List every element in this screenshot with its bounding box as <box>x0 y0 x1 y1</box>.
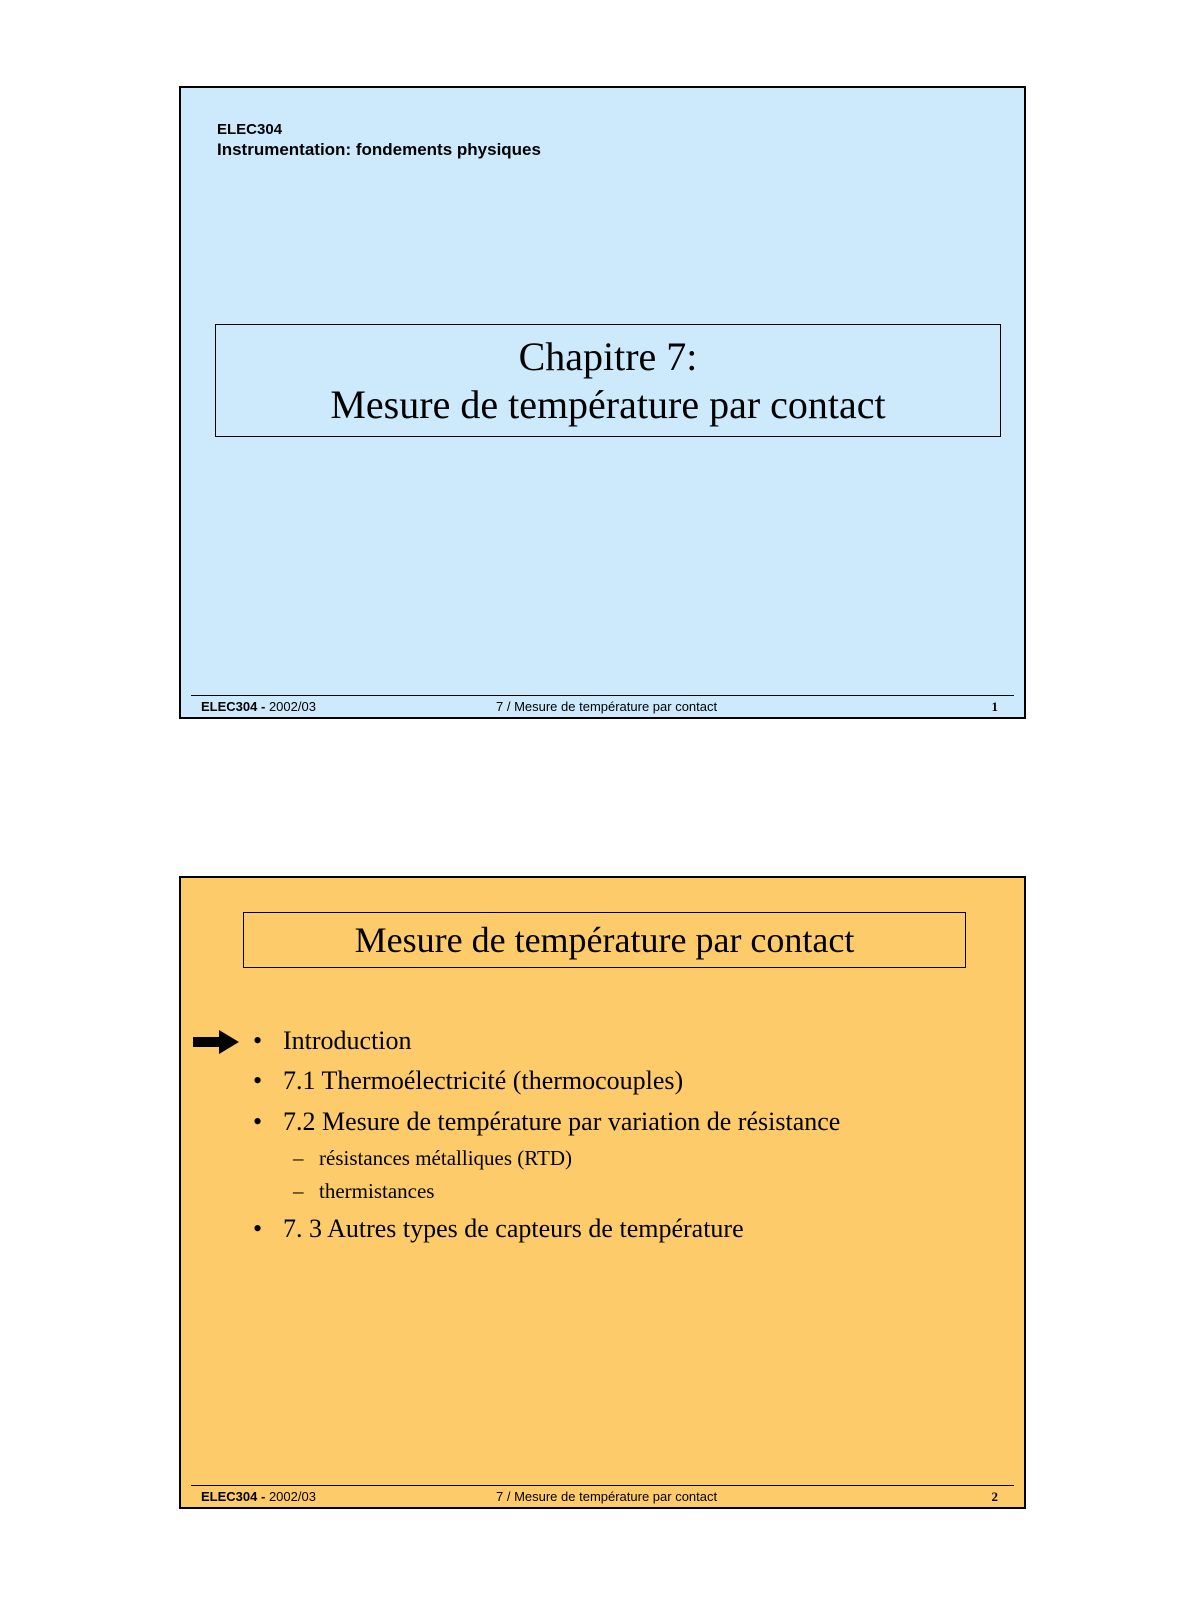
sub-bullet-dash: – <box>293 1179 304 1203</box>
bullet-dot: • <box>253 1026 263 1055</box>
course-subtitle: Instrumentation: fondements physiques <box>217 140 541 159</box>
footer-course-code: ELEC304 - <box>201 1489 266 1504</box>
footer-course <box>201 699 316 714</box>
footer-course-code: ELEC304 - <box>201 699 266 714</box>
footer-course <box>201 1489 316 1504</box>
course-header <box>217 121 541 161</box>
footer-divider <box>191 1485 1014 1486</box>
bullet-text: Introduction <box>283 1026 412 1055</box>
sub-bullet-text: résistances métalliques (RTD) <box>319 1146 572 1170</box>
slide-2 <box>179 876 1026 1509</box>
slide-title: Mesure de température par contact <box>243 912 966 968</box>
slide-1 <box>179 86 1026 719</box>
footer-section: 7 / Mesure de température par contact <box>496 699 718 714</box>
footer-year: 2002/03 <box>268 699 316 714</box>
chapter-title-box <box>215 324 1001 437</box>
footer-section: 7 / Mesure de température par contact <box>496 1489 718 1504</box>
page-number: 2 <box>991 1489 998 1504</box>
chapter-number: Chapitre 7: <box>518 334 698 379</box>
bullet-dot: • <box>253 1107 263 1136</box>
page-number: 1 <box>991 699 998 714</box>
bullet-text: 7.1 Thermoélectricité (thermocouples) <box>283 1066 684 1095</box>
bullet-dot: • <box>253 1214 263 1243</box>
slide-footer <box>201 1489 998 1507</box>
course-code: ELEC304 <box>217 121 283 138</box>
chapter-title: Mesure de température par contact <box>330 382 886 427</box>
sub-bullet-text: thermistances <box>319 1179 435 1203</box>
sub-bullet-dash: – <box>293 1146 304 1170</box>
bullet-text: 7.2 Mesure de température par variation de résistance <box>283 1107 841 1136</box>
footer-year: 2002/03 <box>268 1489 316 1504</box>
bullet-text: 7. 3 Autres types de capteurs de température <box>283 1214 744 1243</box>
slide-footer <box>201 699 998 717</box>
footer-divider <box>191 695 1014 696</box>
bullet-dot: • <box>253 1066 263 1095</box>
arrow-right-icon <box>193 1030 239 1054</box>
